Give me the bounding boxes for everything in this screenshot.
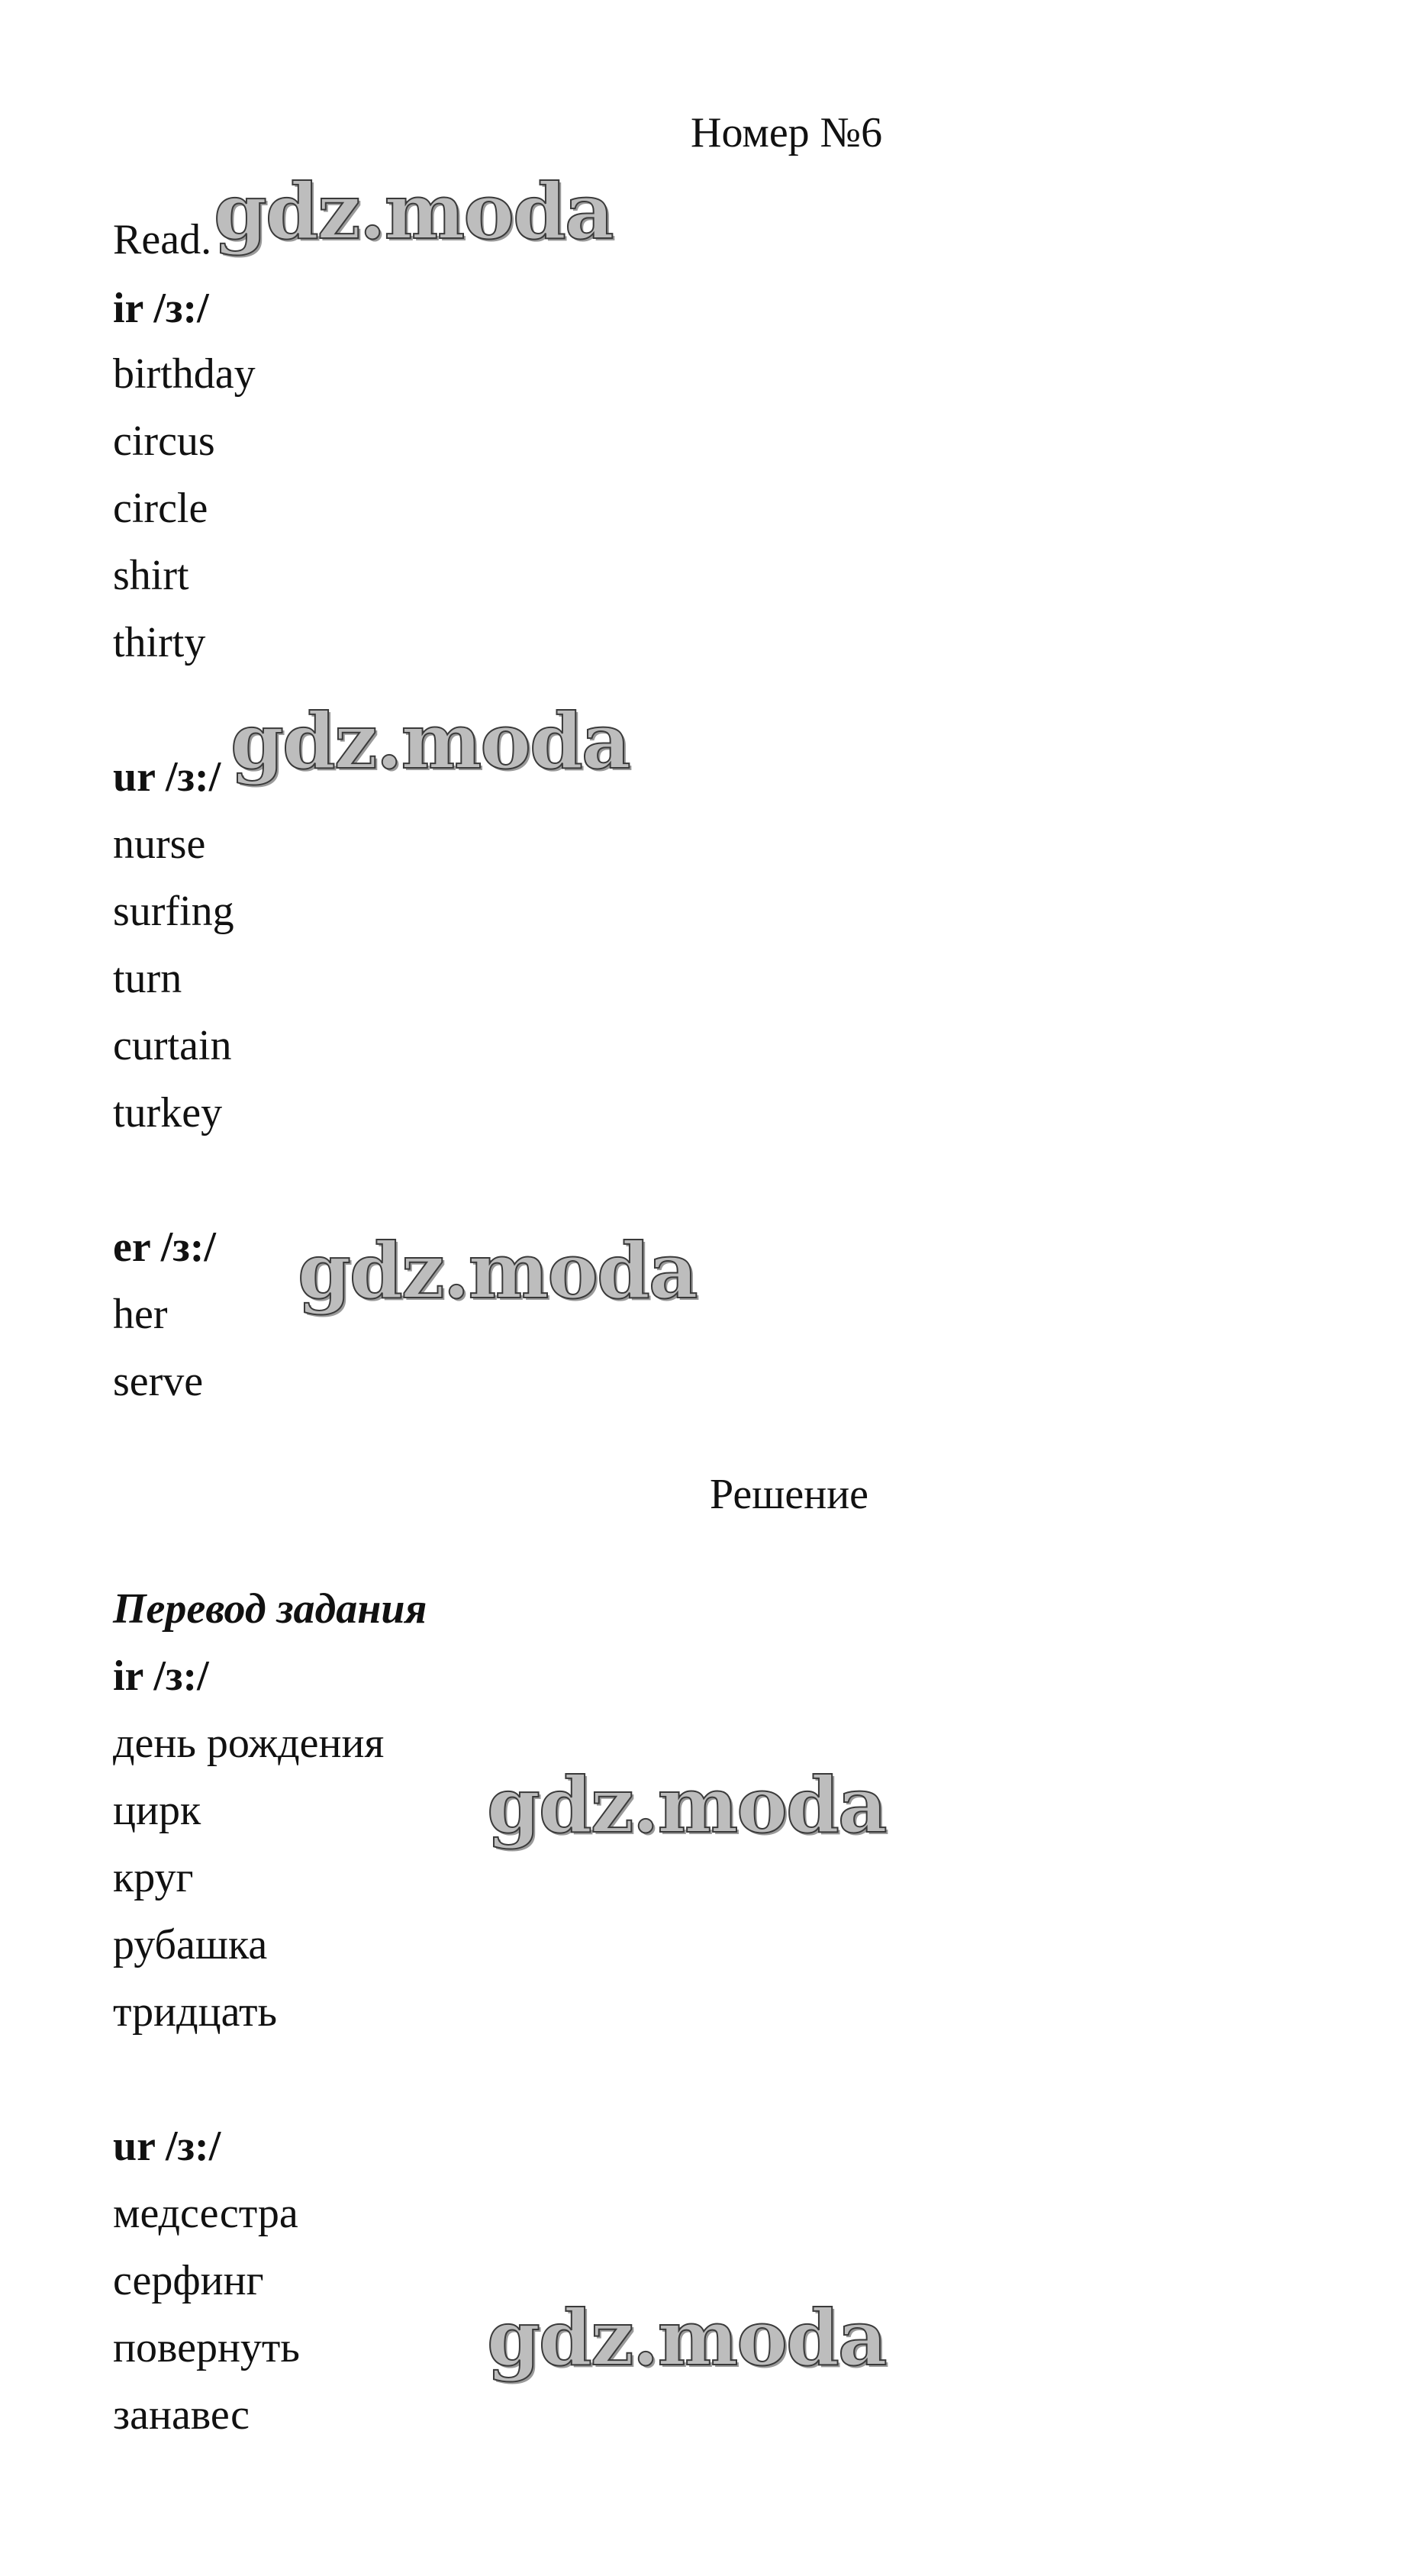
word-shirt: shirt bbox=[113, 552, 189, 599]
word-serve: serve bbox=[113, 1358, 204, 1405]
task-instruction: Read. bbox=[113, 216, 212, 263]
word-birthday: birthday bbox=[113, 350, 256, 398]
word-turn: turn bbox=[113, 955, 182, 1002]
word-circle: circle bbox=[113, 485, 208, 532]
group-heading-ir: ir /з:/ bbox=[113, 285, 209, 332]
watermark-logo: gdz.moda bbox=[298, 1226, 697, 1316]
translation-curtain: занавес bbox=[113, 2391, 250, 2439]
solution-heading-ir: ir /з:/ bbox=[113, 1652, 209, 1700]
solution-heading-ur: ur /з:/ bbox=[113, 2123, 221, 2170]
translation-circle: круг bbox=[113, 1854, 194, 1901]
word-her: her bbox=[113, 1291, 168, 1338]
group-heading-er: er /з:/ bbox=[113, 1224, 216, 1271]
translation-circus: цирк bbox=[113, 1787, 201, 1834]
watermark-logo: gdz.moda bbox=[487, 1760, 886, 1850]
group-heading-ur: ur /з:/ bbox=[113, 753, 221, 801]
page-title: Номер №6 bbox=[691, 109, 883, 156]
watermark-logo: gdz.moda bbox=[214, 166, 613, 256]
translation-thirty: тридцать bbox=[113, 1988, 278, 2036]
translation-birthday: день рождения bbox=[113, 1720, 385, 1767]
translation-turn: повернуть bbox=[113, 2324, 300, 2371]
watermark-logo: gdz.moda bbox=[487, 2293, 886, 2383]
translation-nurse: медсестра bbox=[113, 2190, 298, 2237]
solution-title: Решение bbox=[710, 1471, 869, 1518]
word-turkey: turkey bbox=[113, 1089, 223, 1136]
translation-surfing: серфинг bbox=[113, 2257, 264, 2304]
word-thirty: thirty bbox=[113, 619, 206, 666]
word-curtain: curtain bbox=[113, 1022, 232, 1069]
word-circus: circus bbox=[113, 418, 215, 465]
solution-subtitle: Перевод задания bbox=[113, 1585, 427, 1633]
translation-shirt: рубашка bbox=[113, 1921, 268, 1968]
watermark-logo: gdz.moda bbox=[230, 696, 630, 786]
word-surfing: surfing bbox=[113, 888, 234, 935]
word-nurse: nurse bbox=[113, 821, 206, 868]
